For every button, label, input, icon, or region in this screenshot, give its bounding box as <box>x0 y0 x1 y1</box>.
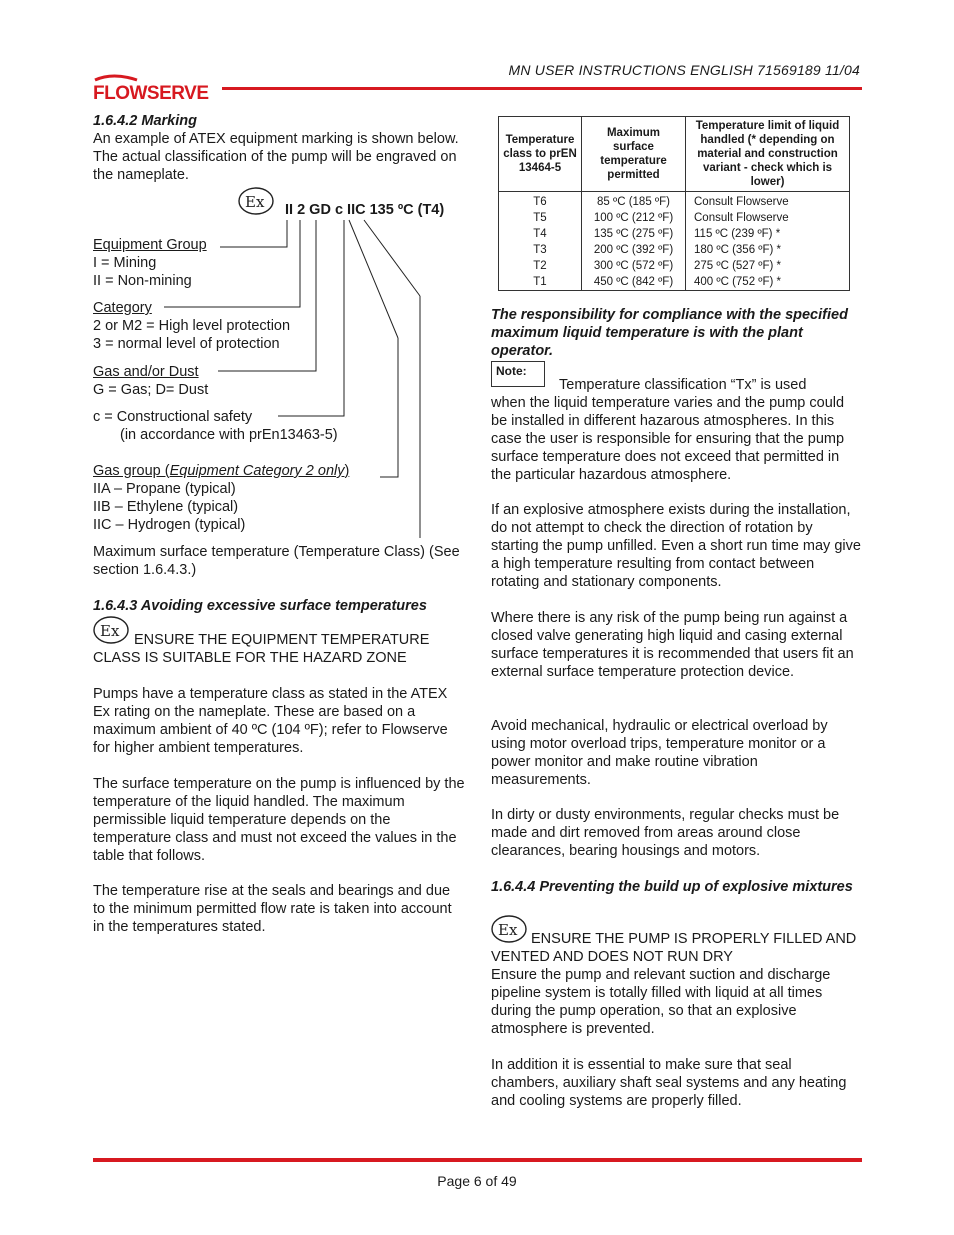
category <box>93 299 463 353</box>
gas-group-title: Gas group ( <box>93 463 170 479</box>
para-dirty: In dirty or dusty environments, regular checks must be made and dirt removed from areas around close clearances, bearing housings and motors. <box>491 807 840 859</box>
prevent-warning: ENSURE THE PUMP IS PROPERLY FILLED AND VENTED AND DOES NOT RUN DRY <box>491 931 857 965</box>
equipment-group-line: I = Mining <box>93 255 157 271</box>
c-line: c = Constructional safety <box>93 409 253 425</box>
para-seal-chambers: In addition it is essential to make sure that seal chambers, auxiliary shaft seal systems and any heating and cooling systems are properly filled. <box>491 1057 847 1109</box>
svg-text:FLOWSERVE: FLOWSERVE <box>93 83 209 104</box>
max-surface-text: Maximum surface temperature (Temperature Class) (See section 1.6.4.3.) <box>93 544 460 578</box>
svg-text:Ex: Ex <box>100 622 120 640</box>
category-line: 3 = normal level of protection <box>93 336 280 352</box>
table-cell: T4 <box>533 228 547 240</box>
table-header: Temperature class to prEN 13464-5 <box>499 117 582 192</box>
para-surface-temp: The surface temperature on the pump is influenced by the temperature of the liquid handled. The maximum permissible liquid temperature depends on the temperature class and must not exceed the values in the table that follows. <box>93 776 465 864</box>
footer-rule <box>93 1158 862 1162</box>
max-surface-temp <box>93 543 463 579</box>
para-overload: Avoid mechanical, hydraulic or electrical overload by using motor overload trips, temperature monitor or a power monitor and make routine vibration measurements. <box>491 718 828 788</box>
c-line-sub: (in accordance with prEn13463-5) <box>120 427 338 443</box>
table-cell: Consult Flowserve <box>694 212 789 224</box>
equipment-group-title: Equipment Group <box>93 237 207 253</box>
para-temp-class: Pumps have a temperature class as stated in the ATEX Ex rating on the nameplate. These are based on a maximum ambient of 40 ºC (104 ºF); refer to Flowserve for higher ambient temperatures. <box>93 686 448 756</box>
document-title: MN USER INSTRUCTIONS ENGLISH 71569189 11/04 <box>508 62 860 78</box>
gas-group-line: IIC – Hydrogen (typical) <box>93 517 246 533</box>
table-header: Temperature limit of liquid handled (* depending on material and construction variant - check which is lower) <box>686 117 850 192</box>
note-first-line: Temperature classification “Tx” is used <box>559 377 807 393</box>
marking-intro: An example of ATEX equipment marking is shown below. The actual classification of the pump will be engraved on the nameplate. <box>93 131 459 183</box>
avoid-heading: 1.6.4.3 Avoiding excessive surface temperatures <box>93 598 427 614</box>
equipment-group <box>93 236 463 290</box>
temperature-table-wrap <box>498 116 850 291</box>
table-row <box>499 192 850 291</box>
category-line: 2 or M2 = High level protection <box>93 318 291 334</box>
note-text: when the liquid temperature varies and the pump could be installed in different hazarous atmospheres. In this case the user is responsible for ensuring that the pump surface temperature does not exceed that permitted in the particular hazardous atmosphere. <box>491 395 845 483</box>
table-cell: Consult Flowserve <box>694 196 789 208</box>
table-cell: T3 <box>533 244 547 256</box>
table-cell: T1 <box>533 276 547 288</box>
equipment-group-line: II = Non-mining <box>93 273 192 289</box>
table-cell: 300 ºC (572 ºF) <box>593 260 674 272</box>
table-header: Maximum surface temperature permitted <box>582 117 686 192</box>
table-cell: 400 ºC (752 ºF) * <box>694 276 782 288</box>
constructional-safety <box>93 408 463 444</box>
table-cell: 275 ºC (527 ºF) * <box>694 260 782 272</box>
gas-group-line: IIB – Ethylene (typical) <box>93 499 239 515</box>
gas-dust-line: G = Gas; D= Dust <box>93 382 209 398</box>
table-header-row <box>499 117 850 192</box>
temperature-table <box>498 116 850 291</box>
para-closed-valve: Where there is any risk of the pump being run against a closed valve generating high liquid and casing external surface temperatures it is recommended that users fit an external surface temperature protection device. <box>491 610 854 680</box>
table-cell: T2 <box>533 260 547 272</box>
table-cell: 85 ºC (185 ºF) <box>597 196 670 208</box>
page-number: Page 6 of 49 <box>437 1173 517 1189</box>
table-cell: 115 ºC (239 ºF) * <box>694 228 781 240</box>
table-cell: 200 ºC (392 ºF) <box>593 244 674 256</box>
gas-dust-title: Gas and/or Dust <box>93 364 199 380</box>
avoid-section <box>93 597 465 615</box>
gas-group-title-italic: Equipment Category 2 only <box>169 463 345 479</box>
avoid-warning: ENSURE THE EQUIPMENT TEMPERATURE CLASS IS SUITABLE FOR THE HAZARD ZONE <box>93 632 430 666</box>
svg-text:Ex: Ex <box>498 921 518 939</box>
table-cell: 135 ºC (275 ºF) <box>593 228 674 240</box>
table-cell: 100 ºC (212 ºF) <box>593 212 674 224</box>
table-cell: 450 ºC (842 ºF) <box>593 276 674 288</box>
prevent-heading: 1.6.4.4 Preventing the build up of explosive mixtures <box>491 879 853 895</box>
marking-code: II 2 GD c IIC 135 ºC (T4) <box>285 202 445 218</box>
table-cell: T5 <box>533 212 547 224</box>
para-ensure-filled: Ensure the pump and relevant suction and discharge pipeline system is totally filled with liquid at all times during the pump operation, so that an explosive atmosphere is prevented. <box>491 967 831 1037</box>
gas-group <box>93 462 463 534</box>
gas-group-line: IIA – Propane (typical) <box>93 481 236 497</box>
table-cell: T6 <box>533 196 547 208</box>
responsibility-statement: The responsibility for compliance with the specified maximum liquid temperature is with the plant operator. <box>491 307 848 359</box>
gas-dust <box>93 363 463 399</box>
svg-text:Ex: Ex <box>245 193 265 211</box>
marking-heading: 1.6.4.2 Marking <box>93 113 197 129</box>
table-cell: 180 ºC (356 ºF) * <box>694 244 782 256</box>
gas-group-title-close: ) <box>344 463 350 479</box>
para-explosive-atmosphere: If an explosive atmosphere exists during the installation, do not attempt to check the direction of rotation by starting the pump unfilled. Even a short run time may give a high temperature resulting from contact between rotating and stationary components. <box>491 502 861 590</box>
note-label: Note: <box>491 361 545 387</box>
category-title: Category <box>93 300 152 316</box>
para-temp-rise: The temperature rise at the seals and bearings and due to the minimum permitted flow rate is taken into account in the temperatures stated. <box>93 883 452 935</box>
